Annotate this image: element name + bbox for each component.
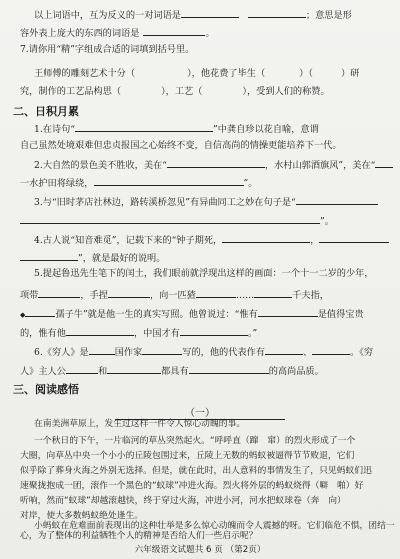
section-3-heading: 三、阅读感悟 — [13, 383, 79, 396]
s2-q5-line-1: 5.提起鲁迅先生笔下的闰土，我们眼前就浮现出这样的画面：一个十一二岁的少年， — [34, 268, 374, 279]
q7-line-2: 王师傅的雕刻艺术十分（ ），他花费了毕生（ ）（ ）研 — [34, 68, 360, 79]
answer-blank[interactable] — [107, 364, 161, 374]
s2-q2-line-2: 一水护田将绿绕， ”。 — [20, 178, 258, 189]
answer-blank[interactable] — [142, 345, 182, 355]
s2-q5-line-3: ◆ 孺子牛”就是他一生的真实写照。他曾说过：“惟有 是值得宝贵 — [20, 309, 364, 320]
passage-line: 在南美洲草原上，发生过这样一件令人惊心动魄的事。 — [34, 419, 246, 429]
passage-line: 速聚拢抱成一团，滚作一个黑色的“蚁球”冲进火海。烈火将外层的蚂蚁烧得（噼 啪）好 — [20, 481, 364, 491]
s2-q1-line-1: 1.在诗句“ ”中龚自珍以花自喻，意谓 — [34, 124, 319, 135]
answer-blank[interactable] — [258, 307, 318, 317]
s2-q4-line-2: ”，就是最好的说明。 — [20, 251, 165, 265]
q7-title: 7.请你用“精”字组成合适的词填到括号里。 — [20, 44, 195, 55]
s2-q1-line-2: 自己虽然处境艰难但忠贞报国之心始终不变，自信高尚的情操更能培养下一代。 — [20, 140, 342, 151]
passage-line: 心，为了整体的利益牺牲个人的精神是否给人们一些启示呢？ — [20, 531, 258, 541]
s2-q6-line-2: 人》主人公 和 都具有 的高尚品质。 — [20, 366, 324, 377]
passage-line: 大圈，向草丛中央一个小小的丘陵包围过来，丘陵上无数的蚂蚁被逼得节节败退，它们 — [20, 451, 355, 461]
answer-blank[interactable] — [375, 158, 393, 168]
answer-blank[interactable] — [167, 158, 265, 168]
answer-blank[interactable] — [66, 364, 98, 374]
passage-line: 对岸，使大多数蚂蚁绝处逢生。 — [20, 511, 144, 521]
answer-blank[interactable] — [312, 345, 350, 355]
page-footer: 六年级语文试题共 6 页 （第2页） — [134, 545, 266, 555]
answer-blank[interactable] — [180, 326, 248, 336]
s2-q6-line-1: 6.《穷人》是 国作家 写的，他的代表作有 、 。《穷 — [34, 347, 374, 358]
answer-blank[interactable] — [181, 8, 239, 18]
answer-blank[interactable] — [38, 288, 80, 298]
answer-blank[interactable] — [319, 233, 389, 243]
answer-blank[interactable] — [254, 288, 292, 298]
answer-blank[interactable] — [75, 122, 213, 132]
answer-blank[interactable] — [66, 326, 134, 336]
s2-q3-line-2: ”。 — [20, 214, 334, 228]
answer-blank[interactable] — [94, 176, 244, 186]
q6-line-1: 以上词语中，互为反义的一对词语是 ；意思是形 — [34, 10, 352, 21]
s2-q2-line-1: 2.大自然的景色美不胜收，美在“ ，水村山郭酒旗风”，美在“ — [34, 158, 393, 172]
passage-line: 听响，然而“蚁球”却越滚越快，终于穿过火海，冲进小河，河水把蚁球卷（奔 向） — [20, 496, 346, 506]
answer-blank[interactable] — [108, 288, 150, 298]
passage-line: 小蚂蚁在危难面前表现出的这种壮举是多么惊心动魄而令人震撼的呀。它们临危不惧，团结一 — [34, 521, 395, 531]
q6-line-2: 容外表上庞大的东西的词语是 。 — [20, 28, 215, 39]
q7-line-3: 究，制作的工艺品构思（ ），工艺（ ），受到人们的称赞。 — [20, 86, 330, 97]
answer-blank[interactable] — [296, 195, 378, 205]
answer-blank[interactable] — [20, 251, 78, 261]
answer-blank[interactable] — [143, 26, 205, 36]
passage-title: （一） — [0, 404, 400, 420]
answer-blank[interactable] — [25, 307, 55, 317]
answer-blank[interactable] — [196, 288, 236, 298]
answer-blank[interactable] — [20, 214, 320, 224]
section-2-heading: 二、日积月累 — [13, 105, 79, 118]
s2-q3-line-1: 3.与“旧时茅店社林边，路转溪桥忽见”有异曲同工之妙在句子是“ — [34, 195, 378, 209]
answer-blank[interactable] — [222, 233, 310, 243]
answer-blank[interactable] — [248, 8, 306, 18]
passage-line: 似乎除了葬身火海之外别无选择。但是，就在此时，出人意料的事情发生了，只见蚂蚁们迅 — [20, 466, 372, 476]
s2-q5-line-2: 项带 ，手捏 ，向一匹猹 …… 千夫指， — [20, 290, 329, 301]
passage-line: 一个秋日的下午，一片临河的草丛突然起火。“呼呼直（蹿 窜）的烈火形成了一个 — [34, 436, 356, 446]
s2-q5-line-4: 的，惟有他 ，中国才有 。” — [20, 328, 258, 339]
answer-blank[interactable] — [189, 364, 269, 374]
answer-blank[interactable] — [89, 345, 115, 355]
answer-blank[interactable] — [265, 345, 303, 355]
s2-q4-line-1: 4.古人说“知音难觅”，记载下来的“钟子期死， ， — [34, 233, 389, 247]
